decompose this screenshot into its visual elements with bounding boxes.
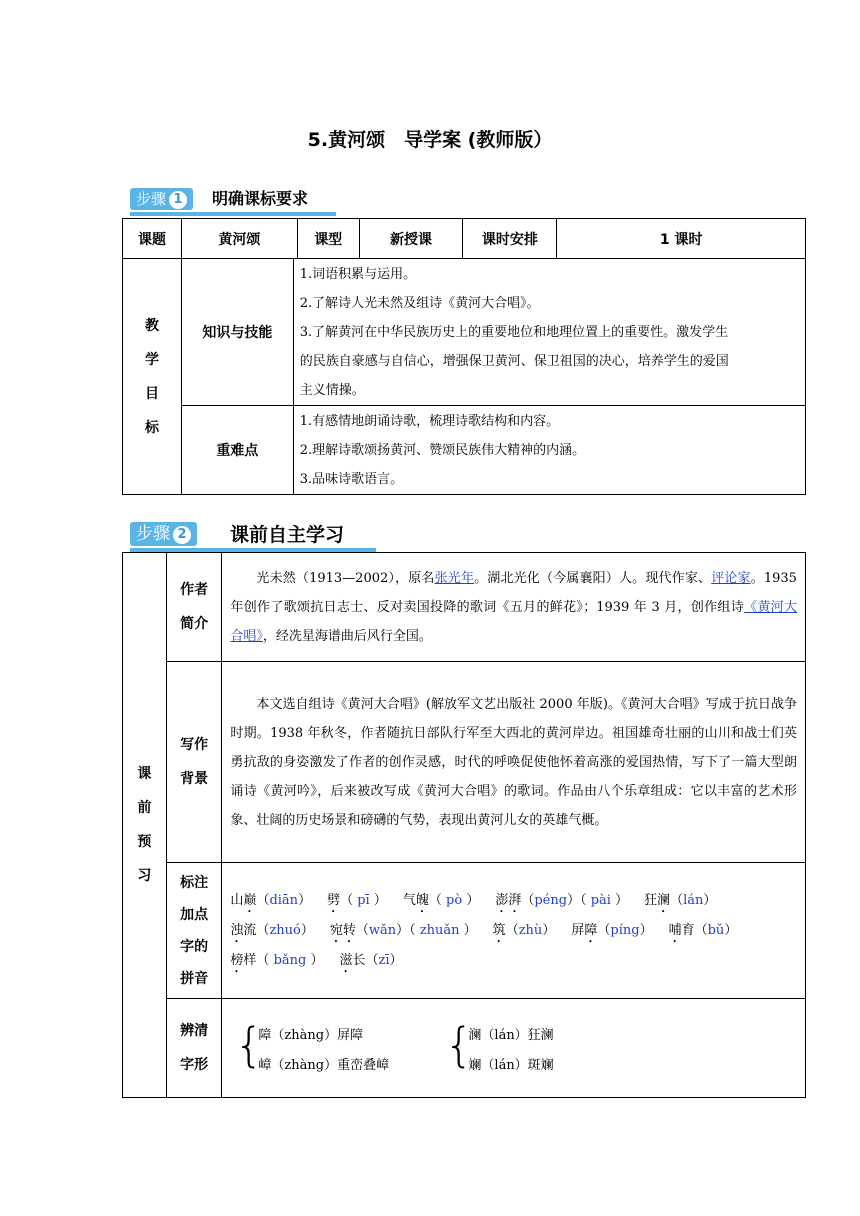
- step-2-badge-label: 步骤: [136, 524, 170, 544]
- step-2-number: 2: [173, 526, 191, 544]
- link-critic-cont[interactable]: 家: [737, 570, 751, 586]
- pinyin-item: 气魄（ pò ）: [402, 892, 480, 908]
- left-brace-icon: {: [234, 1018, 264, 1072]
- topic-value: 黄河颂: [181, 219, 297, 259]
- pinyin-item: 榜样（ bǎng ）: [230, 952, 324, 968]
- key-points-label: 重难点: [181, 406, 293, 495]
- teaching-goals-label: 教 学 目 标: [123, 259, 182, 495]
- lesson-type-value: 新授课: [359, 219, 463, 259]
- pinyin-item: 滋长（zī）: [339, 952, 403, 968]
- pinyin-content: [222, 863, 806, 999]
- step-2-header: [130, 522, 380, 546]
- pinyin-row: [222, 946, 805, 976]
- step-1-heading: 明确课标要求: [212, 189, 309, 208]
- hours-value: 1 课时: [557, 219, 806, 259]
- link-critic[interactable]: 评论: [711, 570, 738, 586]
- pinyin-item: 屏障（píng）: [571, 922, 653, 938]
- pinyin-item: 哺育（bǔ）: [668, 922, 738, 938]
- pinyin-item: 澎湃（péng）（ pài ）: [495, 892, 629, 908]
- shape-group-right: 澜（lán）狂澜 斓（lán）斑斓: [468, 1028, 554, 1073]
- pinyin-item: 浊流（zhuó）: [230, 922, 314, 938]
- writing-background-content: 本文选自组诗《黄河大合唱》(解放军文艺出版社 2000 年版)。《黄河大合唱》写成于抗日战争时期。1938 年秋冬，作者随抗日部队行军至大西北的黄河岸边。祖国雄奇壮丽的山川和战士们英勇抗敌的身姿激发了作者的创作灵感，时代的呼唤促使他怀着高涨的爱国热情，写下了一篇大型朗诵诗《黄河吟》，后来被改写成《黄河大合唱》的歌词。作品由八个乐章组成：它以丰富的艺术形象、壮阔的历史场景和磅礴的气势，表现出黄河儿女的英雄气概。: [222, 662, 806, 863]
- pinyin-item: 筑（zhù）: [492, 922, 556, 938]
- pinyin-item: 劈（ pī ）: [327, 892, 387, 908]
- knowledge-skills-label: 知识与技能: [181, 259, 293, 406]
- char-shape-content: [222, 999, 806, 1098]
- step-1-badge: [130, 188, 193, 210]
- right-group-brace-icon: {: [444, 1018, 474, 1072]
- step-1-badge-label: 步骤: [136, 190, 167, 208]
- key-points-content: 1.有感情地朗诵诗歌，梳理诗歌结构和内容。 2.理解诗歌颂扬黄河、赞颂民族伟大精神的内涵。 3.品味诗歌语言。: [293, 406, 805, 495]
- step-2-heading: 课前自主学习: [230, 524, 345, 546]
- header-topic: 课题: [123, 219, 182, 259]
- knowledge-skills-content: 1.词语积累与运用。 2.了解诗人光未然及组诗《黄河大合唱》。 3.了解黄河在中华民族历史上的重要地位和地理位置上的重要性。激发学生 的民族自豪感与自信心，增强保卫黄河、保卫祖国的决心，培养学生的爱国 主义情操。: [293, 259, 805, 406]
- step-1-number: 1: [169, 191, 187, 209]
- step-1-header: [130, 188, 340, 212]
- header-hours: 课时安排: [463, 219, 557, 259]
- pinyin-label: 标注 加点 字的 拼音: [166, 863, 222, 999]
- document-title: 5.黄河颂 导学案 (教师版）: [307, 129, 553, 151]
- link-yellow-river-cantata[interactable]: 《黄河大合唱》: [230, 599, 797, 644]
- pinyin-row: [222, 916, 805, 946]
- writing-background-label: 写作 背景: [166, 662, 222, 863]
- pinyin-item: 山巅（diān）: [230, 892, 312, 908]
- step-1-underline: [130, 212, 336, 216]
- shape-group-left: 障（zhàng）屏障 嶂（zhàng）重峦叠嶂: [258, 1028, 390, 1073]
- header-lesson-type: 课型: [297, 219, 359, 259]
- link-zhang-guangnian[interactable]: 张光年: [434, 570, 475, 586]
- preview-table: [122, 552, 806, 1098]
- author-intro-label: 作者 简介: [166, 553, 222, 662]
- pinyin-item: 宛转（wǎn）（ zhuǎn ）: [329, 922, 477, 938]
- author-intro-content: 光未然（1913—2002），原名张光年。湖北光化（今属襄阳）人。现代作家、评论家。1935 年创作了歌颂抗日志士、反对卖国投降的歌词《五月的鲜花》；1939 年 3 月，创作组诗《黄河大合唱》，经冼星海谱曲后风行全国。: [222, 553, 806, 662]
- pinyin-item: 狂澜（lán）: [644, 892, 717, 908]
- preview-label: 课 前 预 习: [123, 553, 167, 1098]
- pinyin-row: [222, 886, 805, 916]
- char-shape-label: 辨清 字形: [166, 999, 222, 1098]
- curriculum-goals-table: [122, 218, 806, 495]
- step-2-badge: [130, 522, 197, 546]
